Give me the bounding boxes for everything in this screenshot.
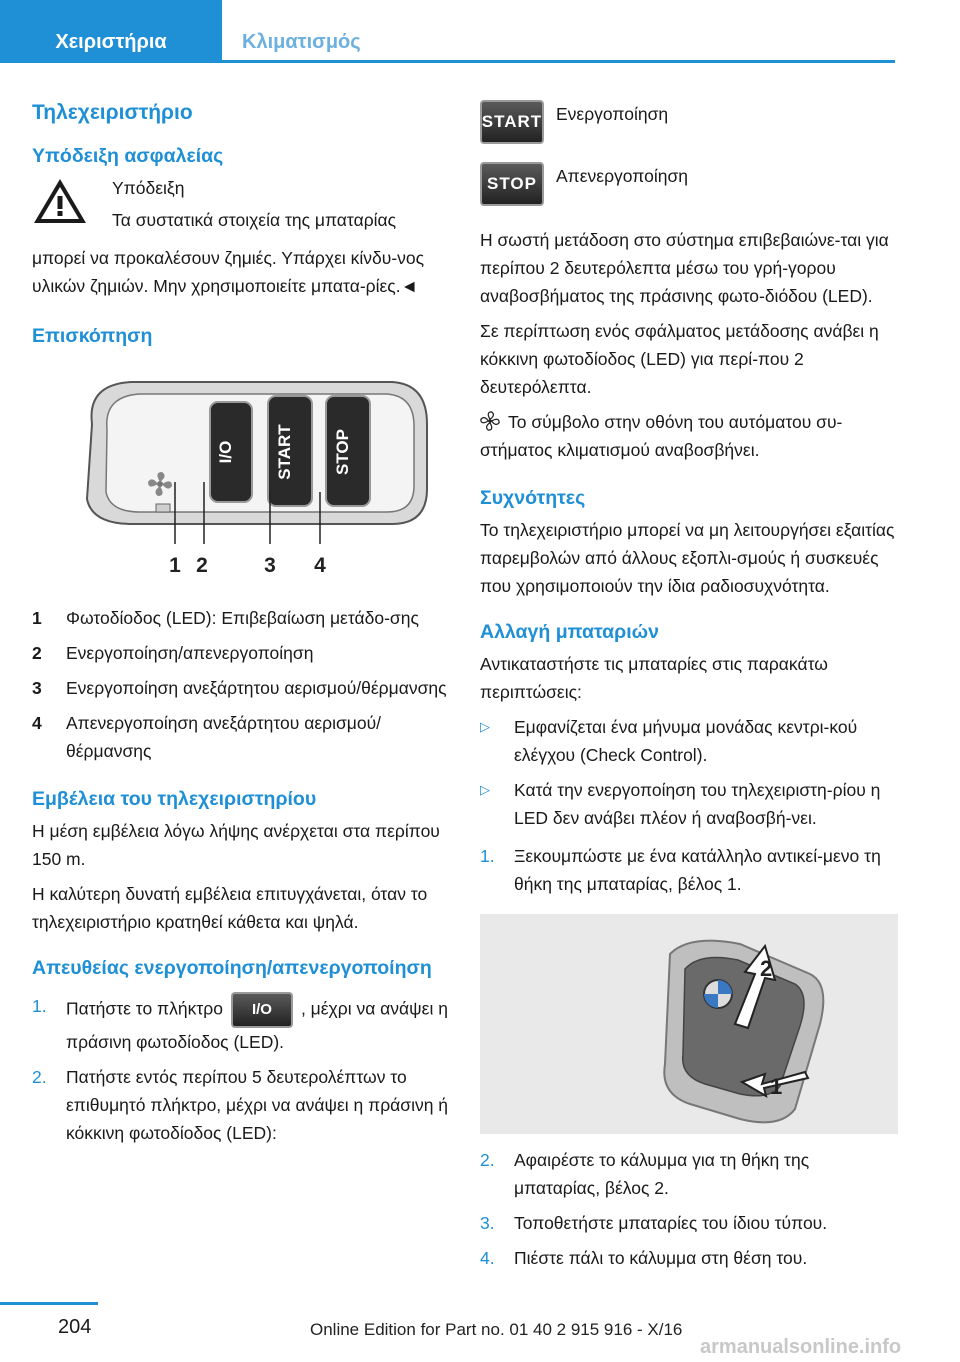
callout-2: 2 bbox=[196, 554, 208, 577]
warning-block bbox=[32, 174, 452, 244]
legend-list bbox=[32, 604, 452, 765]
step-item bbox=[32, 1063, 452, 1147]
step-text: Τοποθετήστε μπαταρίες του ίδιου τύπου. bbox=[514, 1213, 828, 1233]
step-num: 4. bbox=[480, 1248, 495, 1268]
range-paragraph-1: Η μέση εμβέλεια λόγω λήψης ανέρχεται στα περίπου 150 m. bbox=[32, 821, 440, 869]
callout-4: 4 bbox=[314, 554, 326, 577]
remote-figure bbox=[32, 364, 452, 594]
range-paragraph-2: Η καλύτερη δυνατή εμβέλεια επιτυγχάνεται, όταν το τηλεχειριστήριο κρατηθεί κάθετα και ψηλά. bbox=[32, 884, 428, 932]
warning-label: Υπόδειξη bbox=[112, 178, 185, 198]
step2-text: Πατήστε εντός περίπου 5 δευτερολέπτων το επιθυμητό πλήκτρο, μέχρι να ανάψει η πράσινη ή κόκκινη φωτοδίοδος (LED): bbox=[66, 1067, 449, 1143]
start-button-icon bbox=[480, 100, 544, 144]
start-key-label: START bbox=[275, 424, 294, 480]
bullet-item bbox=[480, 713, 898, 769]
right-paragraph-3 bbox=[480, 408, 898, 464]
stop-button-icon bbox=[480, 162, 544, 206]
start-row bbox=[480, 98, 898, 152]
legend-item bbox=[32, 639, 452, 667]
warning-icon bbox=[32, 176, 88, 226]
left-column bbox=[32, 92, 452, 1157]
right-paragraph-3-text: Το σύμβολο στην οθόνη του αυτόματου συ-στήματος κλιματισμού αναβοσβήνει. bbox=[480, 412, 843, 460]
battery-photo bbox=[480, 914, 898, 1134]
legend-num: 1 bbox=[32, 608, 42, 628]
legend-item bbox=[32, 674, 452, 702]
bullet-triangle-icon: ▷ bbox=[480, 719, 490, 734]
step-num: 1. bbox=[480, 846, 495, 866]
page-title: Τηλεχειριστήριο bbox=[32, 101, 193, 124]
direct-steps bbox=[32, 992, 452, 1147]
legend-text: Απενεργοποίηση ανεξάρτητου αερισμού/θέρμανσης bbox=[66, 713, 382, 761]
battery-steps-b bbox=[480, 1146, 898, 1272]
header-rule bbox=[0, 60, 895, 63]
tab-controls-label: Χειριστήρια bbox=[55, 30, 167, 53]
bullet-item bbox=[480, 776, 898, 832]
fan-icon bbox=[480, 411, 500, 431]
io-button-icon bbox=[231, 992, 293, 1028]
step-text: Πιέστε πάλι το κάλυμμα στη θέση του. bbox=[514, 1248, 808, 1268]
direct-heading: Απευθείας ενεργοποίηση/απενεργοποίηση bbox=[32, 957, 432, 979]
step1-pre: Πατήστε το πλήκτρο bbox=[66, 998, 223, 1019]
step-item bbox=[480, 842, 898, 898]
legend-num: 4 bbox=[32, 713, 42, 733]
tab-climate[interactable] bbox=[222, 0, 381, 62]
battery-bullets bbox=[480, 713, 898, 832]
bullet-triangle-icon: ▷ bbox=[480, 782, 490, 797]
step1-post: , μέχρι να ανάψει η πράσινη φωτοδίοδος (LED). bbox=[66, 998, 448, 1052]
right-column bbox=[480, 98, 898, 1282]
range-heading: Εμβέλεια του τηλεχειριστηρίου bbox=[32, 788, 317, 810]
start-label: Ενεργοποίηση bbox=[556, 104, 669, 124]
battery-intro: Αντικαταστήστε τις μπαταρίες στις παρακάτω περιπτώσεις: bbox=[480, 654, 828, 702]
page-number: 204 bbox=[58, 1316, 92, 1338]
step-item bbox=[480, 1146, 898, 1202]
step-num: 2. bbox=[480, 1150, 495, 1170]
step-num: 2. bbox=[32, 1067, 47, 1087]
step-text: Αφαιρέστε το κάλυμμα για τη θήκη της μπαταρίας, βέλος 2. bbox=[514, 1150, 810, 1198]
watermark: armanualsonline.info bbox=[700, 1336, 902, 1358]
overview-heading: Επισκόπηση bbox=[32, 325, 153, 347]
right-paragraph-2: Σε περίπτωση ενός σφάλματος μετάδοσης ανάβει η κόκκινη φωτοδίοδος (LED) για περί-που 2 δευτερόλεπτα. bbox=[480, 321, 879, 397]
battery-heading: Αλλαγή μπαταριών bbox=[480, 621, 659, 643]
bullet-text: Εμφανίζεται ένα μήνυμα μονάδας κεντρι-κού ελέγχου (Check Control). bbox=[514, 717, 858, 765]
step-item bbox=[480, 1244, 898, 1272]
tab-climate-label: Κλιματισμός bbox=[242, 30, 361, 53]
stop-button-text: STOP bbox=[487, 174, 537, 193]
stop-key-label: STOP bbox=[333, 429, 352, 475]
callout-3: 3 bbox=[264, 554, 276, 577]
callout-1: 1 bbox=[169, 554, 181, 577]
legend-text: Φωτοδίοδος (LED): Επιβεβαίωση μετάδο-σης bbox=[66, 608, 419, 628]
legend-text: Ενεργοποίηση ανεξάρτητου αερισμού/θέρμανσης bbox=[66, 678, 447, 698]
frequency-paragraph: Το τηλεχειριστήριο μπορεί να μη λειτουργήσει εξαιτίας παρεμβολών από άλλους εξοπλι-σμούς ή συσκευές που χρησιμοποιούν την ίδια ραδιοσυχνότητα. bbox=[480, 520, 895, 596]
legend-item bbox=[32, 604, 452, 632]
battery-steps-a bbox=[480, 842, 898, 898]
legend-num: 3 bbox=[32, 678, 42, 698]
right-paragraph-1: Η σωστή μετάδοση στο σύστημα επιβεβαιώνε-ται για περίπου 2 δευτερόλεπτα μέσω του γρή-γορου αναβοσβήματος της πράσινης φωτο-διόδου (LED). bbox=[480, 230, 889, 306]
safety-heading: Υπόδειξη ασφαλείας bbox=[32, 145, 224, 167]
photo-arrow-2: 2 bbox=[760, 956, 773, 981]
battery-illustration bbox=[480, 914, 898, 1134]
start-button-text: START bbox=[481, 112, 543, 131]
step-num: 1. bbox=[32, 996, 47, 1016]
io-key-label: I/O bbox=[216, 440, 235, 464]
frequency-heading: Συχνότητες bbox=[480, 487, 586, 509]
legend-num: 2 bbox=[32, 643, 42, 663]
bullet-text: Κατά την ενεργοποίηση του τηλεχειριστη-ρίου η LED δεν ανάβει πλέον ή αναβοσβή-νει. bbox=[514, 780, 881, 828]
edition-text: Online Edition for Part no. 01 40 2 915 916 - X/16 bbox=[310, 1320, 683, 1339]
remote-illustration bbox=[32, 364, 452, 594]
step-num: 3. bbox=[480, 1213, 495, 1233]
footer-rule bbox=[0, 1302, 98, 1305]
photo-arrow-1: 1 bbox=[770, 1074, 783, 1099]
legend-text: Ενεργοποίηση/απενεργοποίηση bbox=[66, 643, 314, 663]
stop-label: Απενεργοποίηση bbox=[556, 166, 689, 186]
step-item bbox=[32, 992, 452, 1056]
step-text: Ξεκουμπώστε με ένα κατάλληλο αντικεί-μενο τη θήκη της μπαταρίας, βέλος 1. bbox=[514, 846, 881, 894]
io-button-label: I/O bbox=[251, 1001, 272, 1018]
warning-text-2: μπορεί να προκαλέσουν ζημιές. Υπάρχει κίνδυ-νος υλικών ζημιών. Μην χρησιμοποιείτε μπατα-ρίες.◄ bbox=[32, 248, 425, 296]
warning-text-1: Τα συστατικά στοιχεία της μπαταρίας bbox=[112, 210, 397, 230]
stop-row bbox=[480, 160, 898, 214]
legend-item bbox=[32, 709, 452, 765]
step-item bbox=[480, 1209, 898, 1237]
tab-controls[interactable] bbox=[0, 0, 222, 62]
